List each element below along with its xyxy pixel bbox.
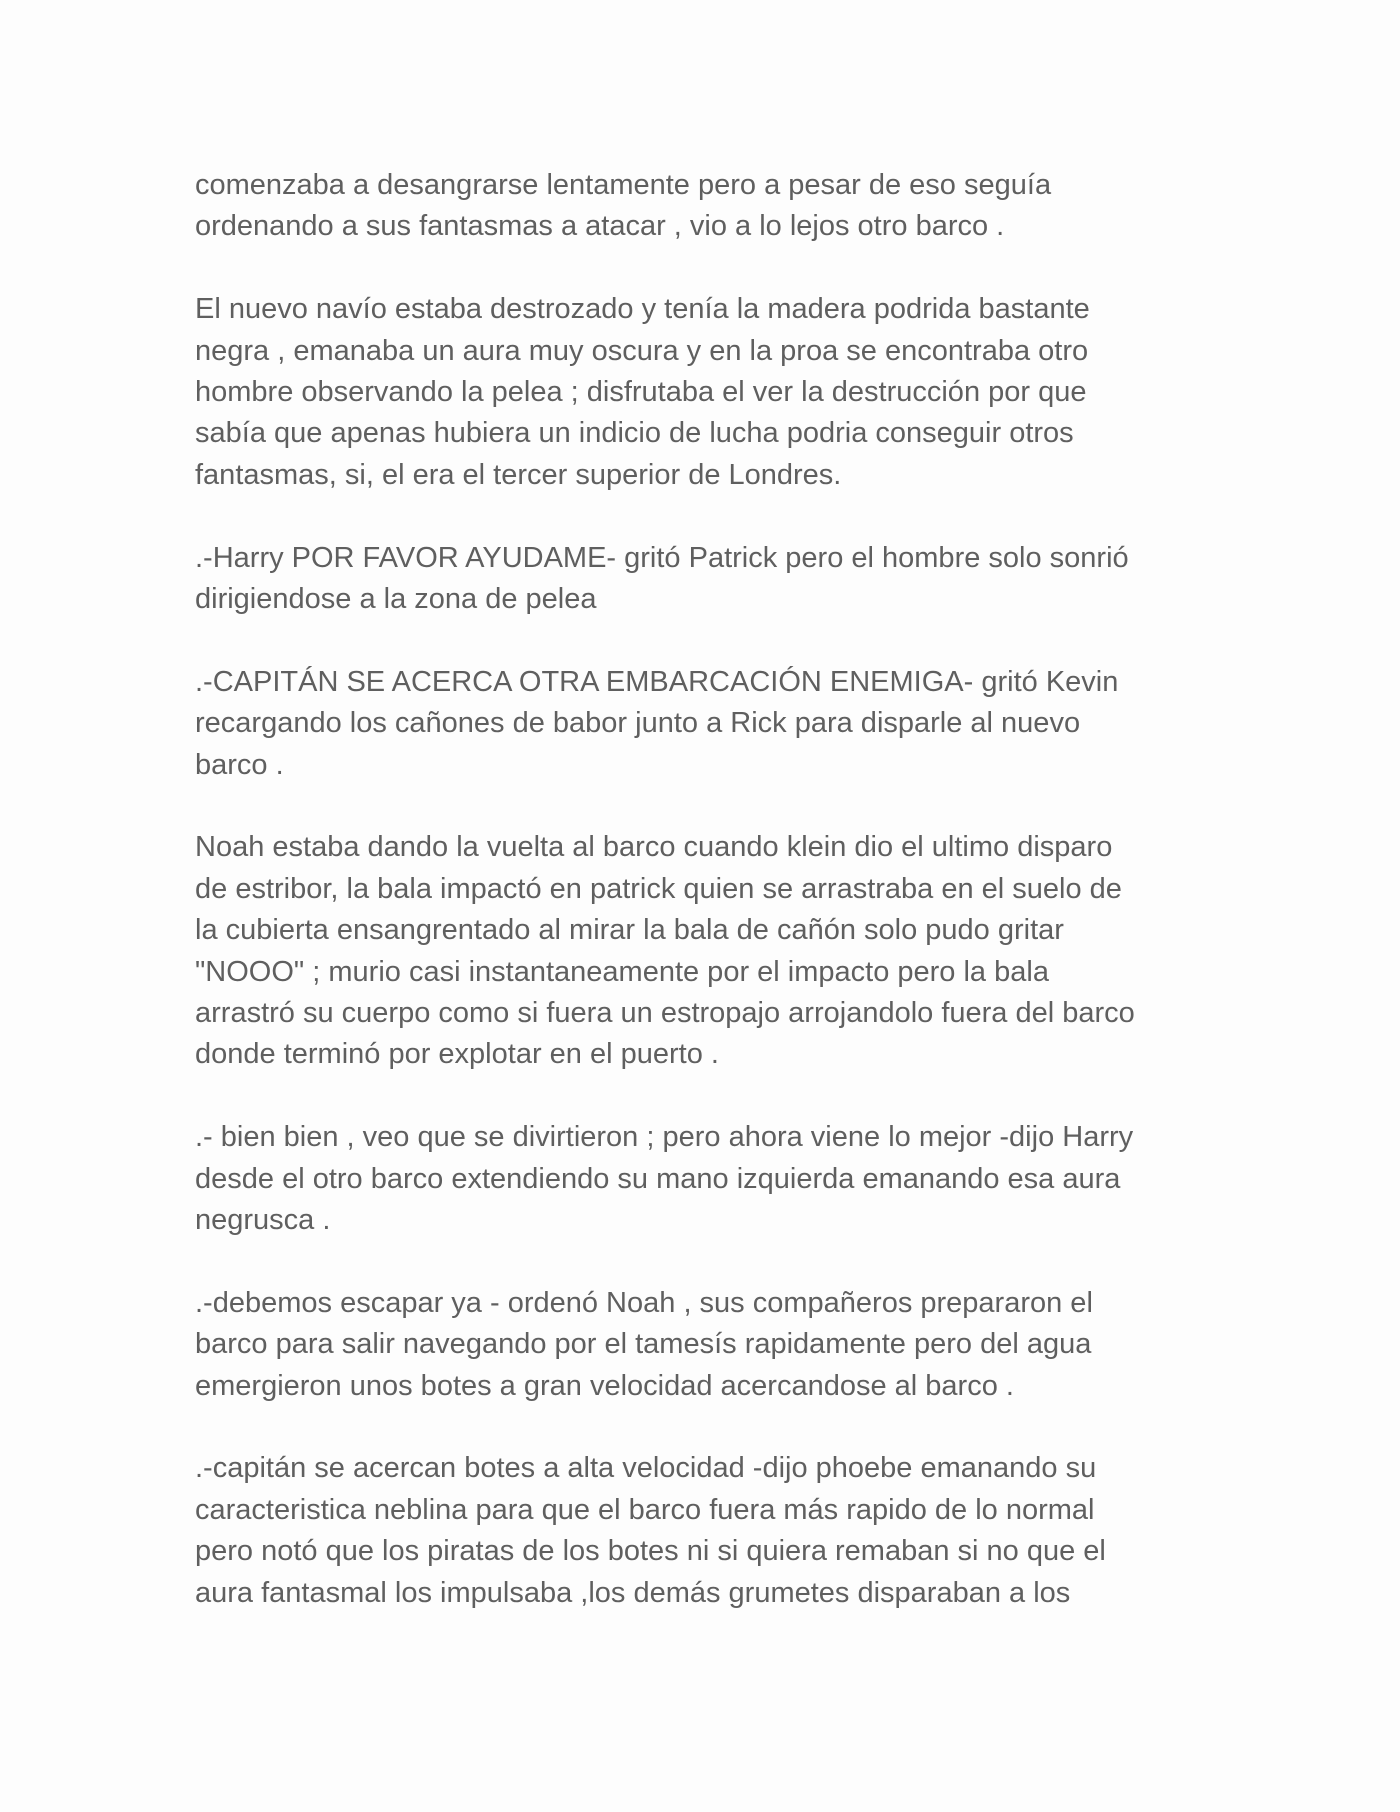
paragraph — [195, 165, 1225, 248]
text-line: barco para salir navegando por el tamesís rapidamente pero del agua — [195, 1328, 1092, 1361]
text-line: barco . — [195, 748, 284, 781]
text-line: caracteristica neblina para que el barco fuera más rapido de lo normal — [195, 1493, 1095, 1526]
paragraph — [195, 662, 1225, 786]
text-line: .-debemos escapar ya - ordenó Noah , sus compañeros prepararon el — [195, 1286, 1093, 1319]
text-line: negrusca . — [195, 1204, 331, 1237]
paragraph — [195, 1117, 1225, 1241]
text-line: "NOOO" ; murio casi instantaneamente por el impacto pero la bala — [195, 955, 1049, 988]
text-line: Noah estaba dando la vuelta al barco cuando klein dio el ultimo disparo — [195, 831, 1113, 864]
paragraph — [195, 1448, 1225, 1614]
text-line: sabía que apenas hubiera un indicio de lucha podria conseguir otros — [195, 417, 1074, 450]
text-line: emergieron unos botes a gran velocidad acercandose al barco . — [195, 1369, 1014, 1402]
story-text — [195, 165, 1225, 1656]
paragraph — [195, 1283, 1225, 1407]
text-line: .-Harry POR FAVOR AYUDAME- gritó Patrick pero el hombre solo sonrió — [195, 541, 1129, 574]
text-line: pero notó que los piratas de los botes ni si quiera remaban si no que el — [195, 1535, 1106, 1568]
text-line: El nuevo navío estaba destrozado y tenía la madera podrida bastante — [195, 293, 1090, 326]
text-line: negra , emanaba un aura muy oscura y en la proa se encontraba otro — [195, 334, 1089, 367]
text-line: comenzaba a desangrarse lentamente pero a pesar de eso seguía — [195, 169, 1052, 201]
text-line: de estribor, la bala impactó en patrick quien se arrastraba en el suelo de — [195, 872, 1122, 905]
paragraph — [195, 538, 1225, 621]
text-line: la cubierta ensangrentado al mirar la bala de cañón solo pudo gritar — [195, 914, 1064, 947]
paragraph — [195, 827, 1225, 1075]
text-line: desde el otro barco extendiendo su mano izquierda emanando esa aura — [195, 1162, 1121, 1195]
text-line: dirigiendose a la zona de pelea — [195, 583, 597, 616]
text-line: fantasmas, si, el era el tercer superior de Londres. — [195, 458, 842, 491]
text-line: .-capitán se acercan botes a alta velocidad -dijo phoebe emanando su — [195, 1452, 1097, 1485]
text-line: aura fantasmal los impulsaba ,los demás grumetes disparaban a los — [195, 1576, 1071, 1609]
text-line: hombre observando la pelea ; disfrutaba el ver la destrucción por que — [195, 376, 1087, 409]
text-line: arrastró su cuerpo como si fuera un estropajo arrojandolo fuera del barco — [195, 997, 1135, 1030]
text-line: ordenando a sus fantasmas a atacar , vio a lo lejos otro barco . — [195, 210, 1005, 243]
text-line: .- bien bien , veo que se divirtieron ; pero ahora viene lo mejor -dijo Harry — [195, 1121, 1134, 1154]
text-line: donde terminó por explotar en el puerto . — [195, 1038, 719, 1071]
text-line: .-CAPITÁN SE ACERCA OTRA EMBARCACIÓN ENEMIGA- gritó Kevin — [195, 665, 1119, 698]
paragraph — [195, 289, 1225, 496]
text-line: recargando los cañones de babor junto a Rick para disparle al nuevo — [195, 707, 1081, 740]
